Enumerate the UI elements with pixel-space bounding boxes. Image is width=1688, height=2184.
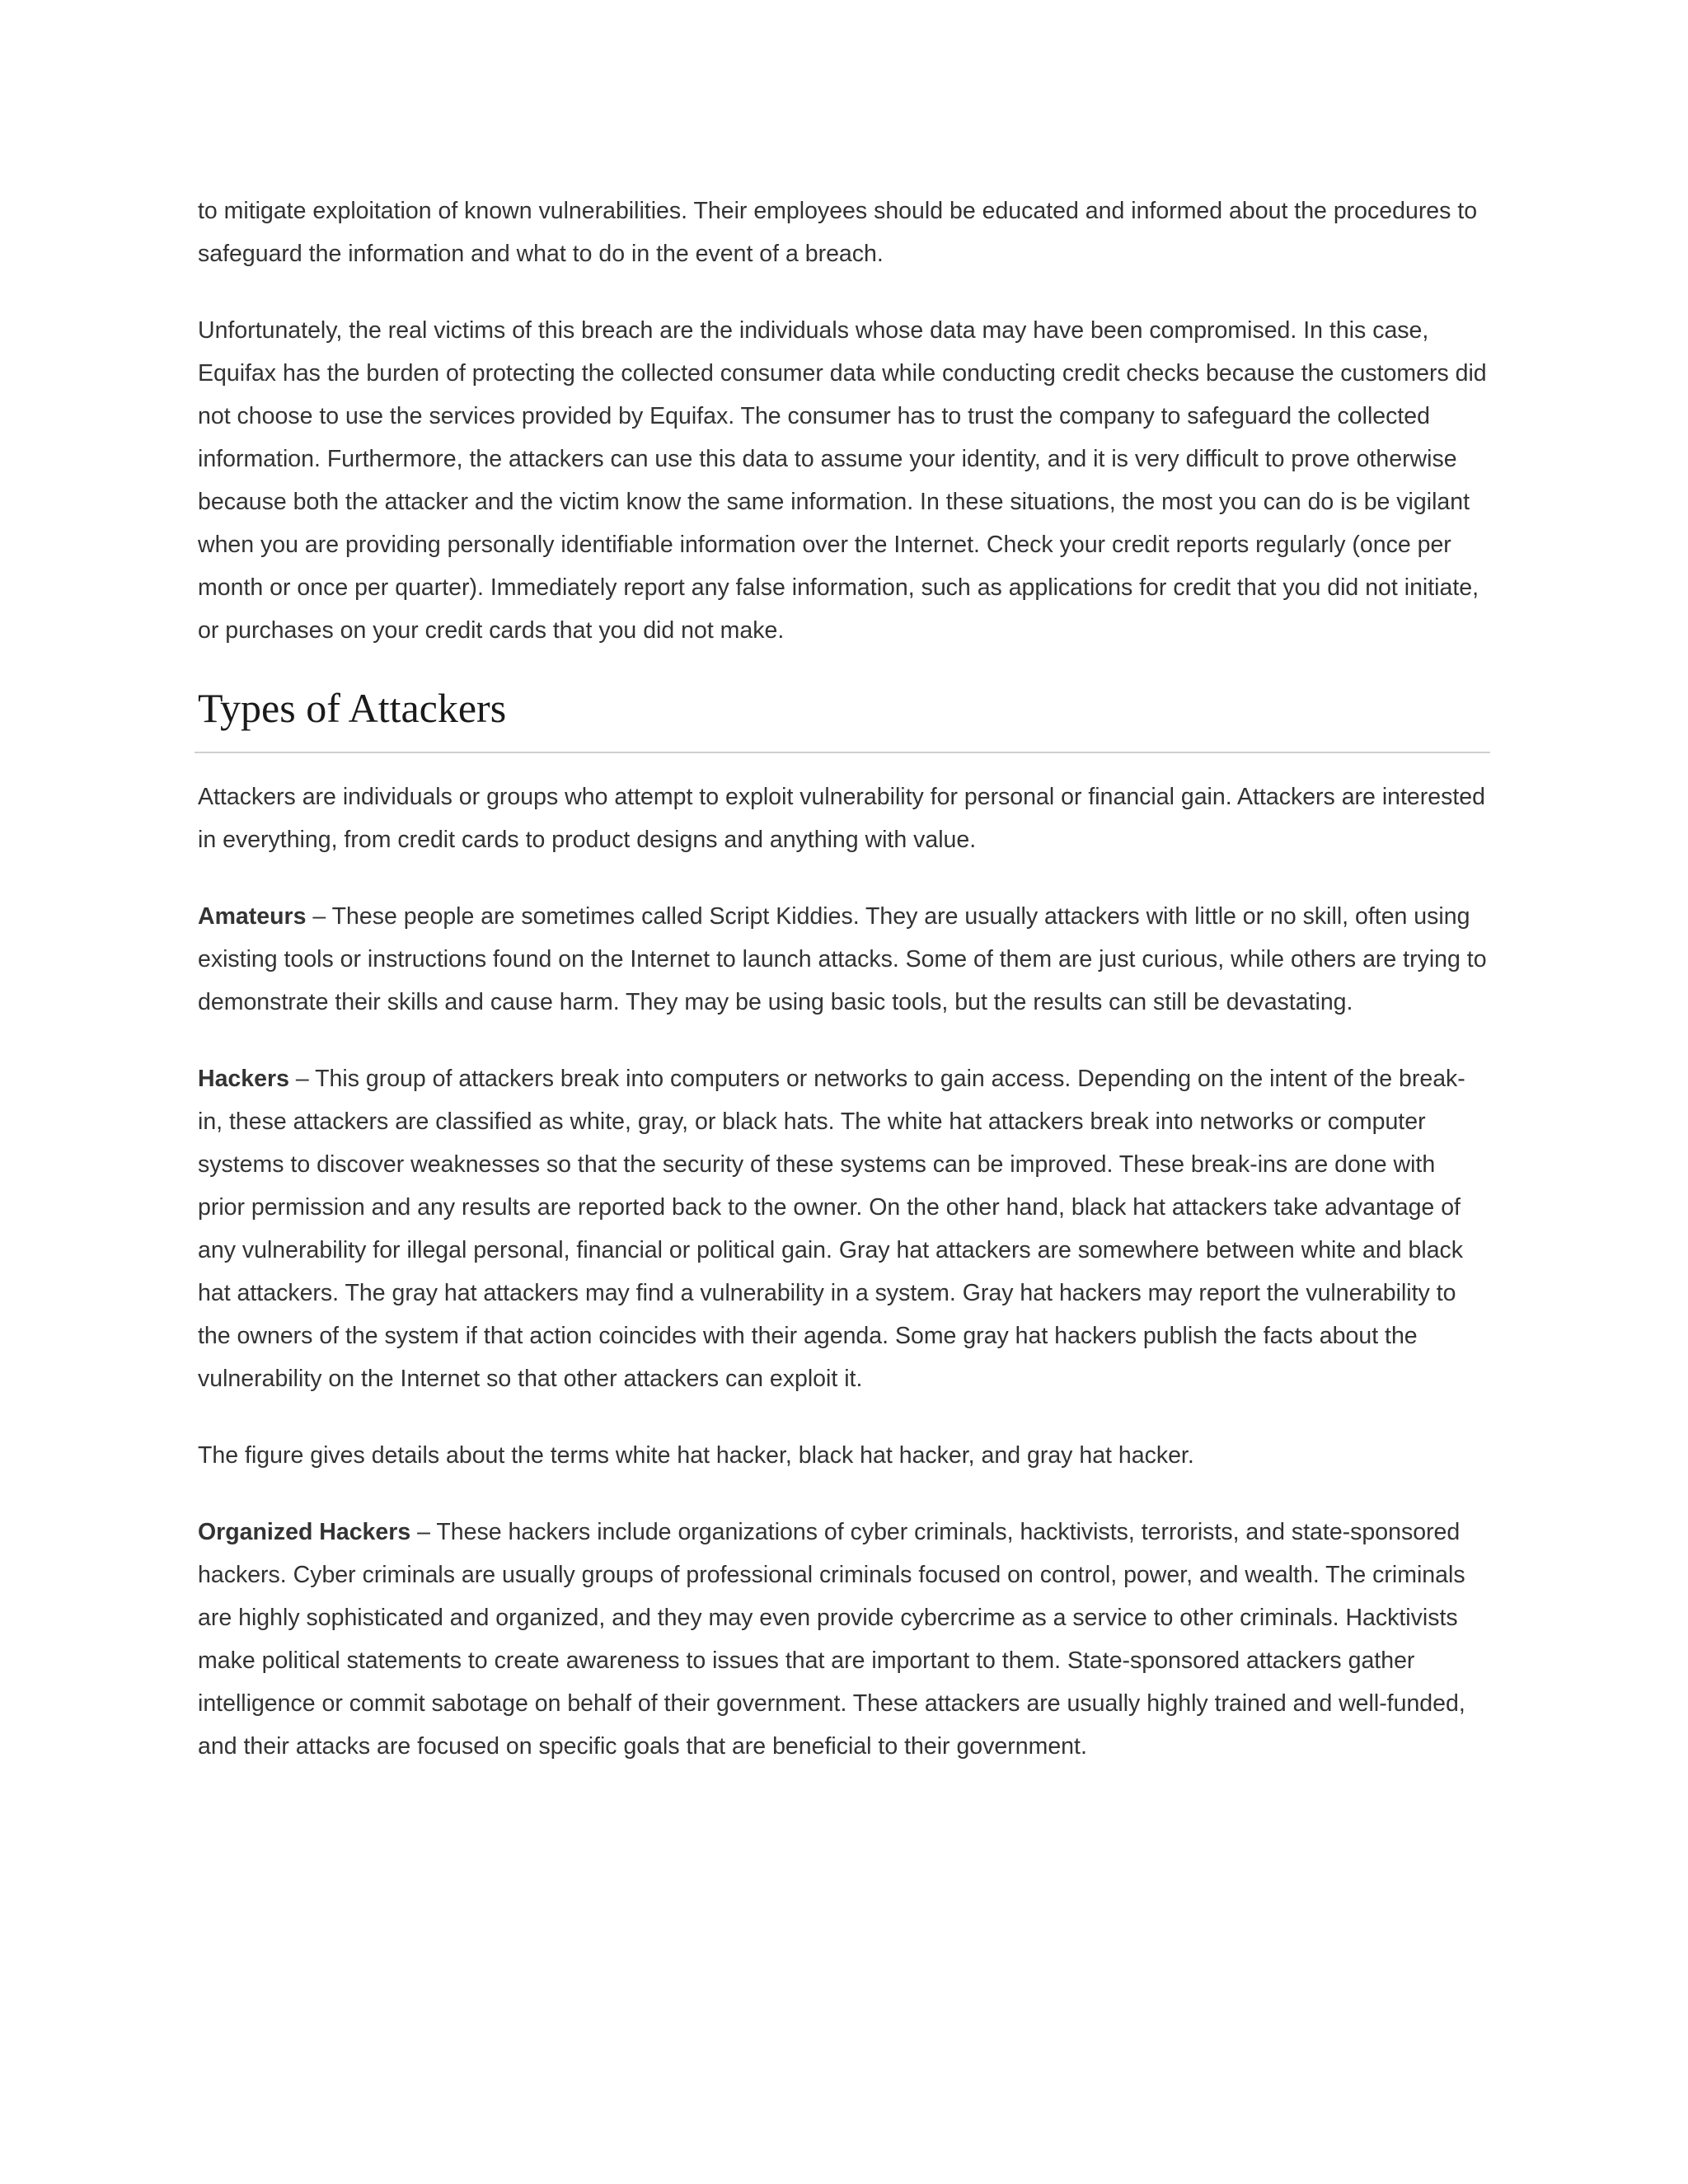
term-amateurs: Amateurs [198,903,307,930]
organized-hackers-description: – These hackers include organizations of cyber criminals, hacktivists, terrorists, and state-sponsored hackers. Cyber criminals are usually groups of professional criminals focused on control, power, and wealth. The criminals are highly sophisticated and organized, and they may even provide cybercrime as a service to other criminals. Hacktivists make political statements to create awareness to issues that are important to them. State-sponsored attackers gather intelligence or commit sabotage on behalf of their government. These attackers are usually highly trained and well-funded, and their attacks are focused on specific goals that are beneficial to their government. [198,1519,1465,1760]
paragraph-amateurs [198,895,1488,1024]
amateurs-description: – These people are sometimes called Script Kiddies. They are usually attackers with little or no skill, often using existing tools or instructions found on the Internet to launch attacks. Some of them are just curious, while others are trying to demonstrate their skills and cause harm. They may be using basic tools, but the results can still be devastating. [198,903,1487,1015]
section-heading: Types of Attackers [198,685,507,731]
paragraph-organized-hackers [198,1511,1488,1768]
term-hackers: Hackers [198,1066,289,1092]
document-body [198,190,1488,1802]
hackers-description: – This group of attackers break into computers or networks to gain access. Depending on the intent of the break-in, these attackers are classified as white, gray, or black hats. The white hat attackers break into networks or computer systems to discover weaknesses so that the security of these systems can be improved. These break-ins are done with prior permission and any results are reported back to the owner. On the other hand, black hat attackers take advantage of any vulnerability for illegal personal, financial or political gain. Gray hat attackers are somewhere between white and black hat attackers. The gray hat attackers may find a vulnerability in a system. Gray hat hackers may report the vulnerability to the owners of the system if that action coincides with their agenda. Some gray hat hackers publish the facts about the vulnerability on the Internet so that other attackers can exploit it. [198,1066,1465,1392]
heading-divider [195,752,1490,753]
paragraph-hackers [198,1057,1488,1400]
paragraph-attackers-intro: Attackers are individuals or groups who attempt to exploit vulnerability for personal or financial gain. Attackers are interested in everything, from credit cards to product designs and anything with value. [198,784,1485,853]
paragraph-figure-note: The figure gives details about the terms white hat hacker, black hat hacker, and gray hat hacker. [198,1442,1194,1469]
paragraph-mitigation: to mitigate exploitation of known vulnerabilities. Their employees should be educated and informed about the procedures to safeguard the information and what to do in the event of a breach. [198,198,1478,267]
term-organized-hackers: Organized Hackers [198,1519,411,1545]
paragraph-victims: Unfortunately, the real victims of this breach are the individuals whose data may have been compromised. In this case, Equifax has the burden of protecting the collected consumer data while conducting credit checks because the customers did not choose to use the services provided by Equifax. The consumer has to trust the company to safeguard the collected information. Furthermore, the attackers can use this data to assume your identity, and it is very difficult to prove otherwise because both the attacker and the victim know the same information. In these situations, the most you can do is be vigilant when you are providing personally identifiable information over the Internet. Check your credit reports regularly (once per month or once per quarter). Immediately report any false information, such as applications for credit that you did not initiate, or purchases on your credit cards that you did not make. [198,317,1487,644]
